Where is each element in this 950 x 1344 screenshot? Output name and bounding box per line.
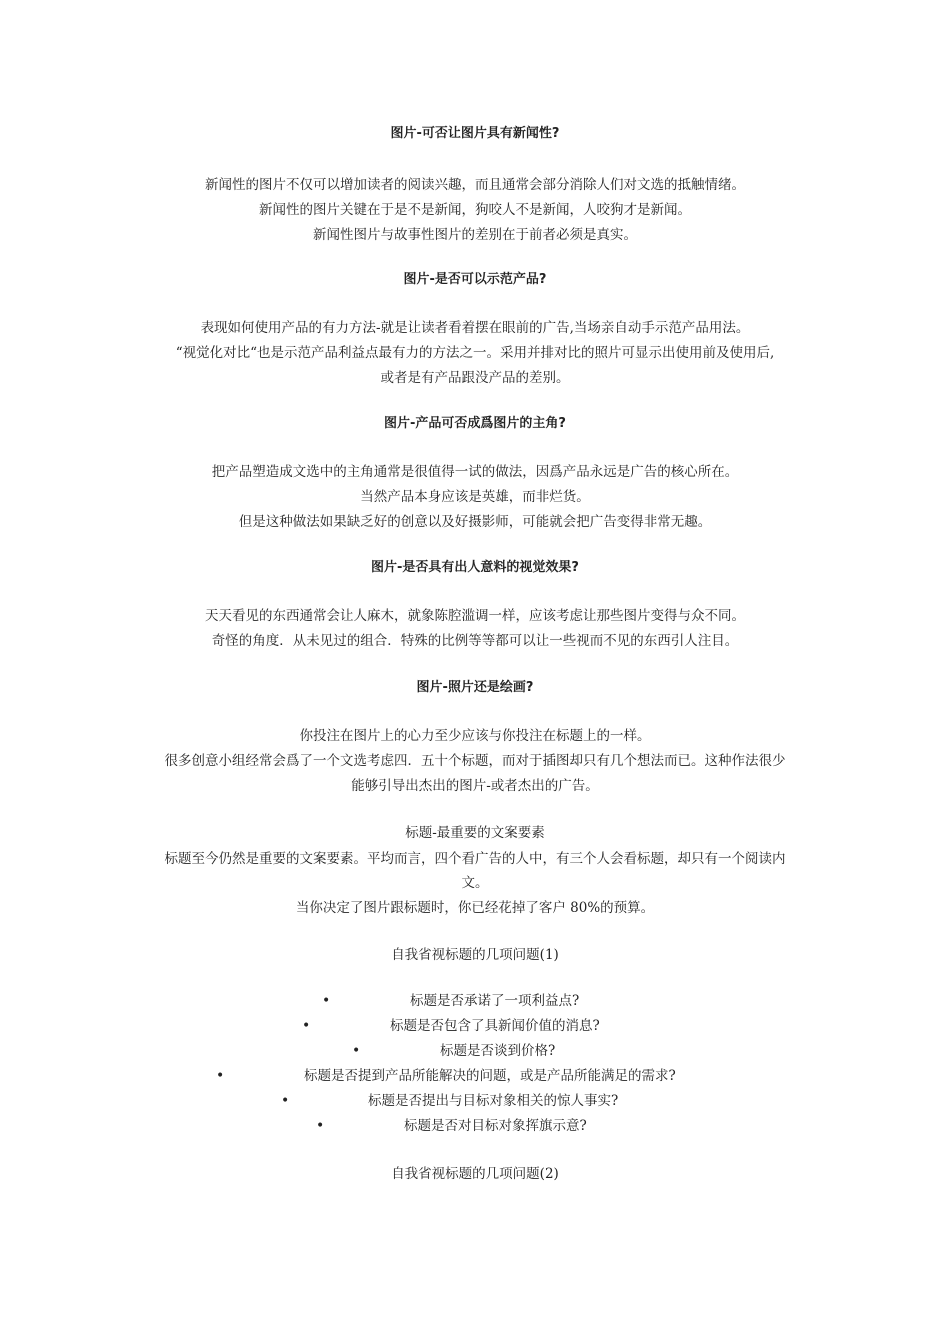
bullet-icon: • — [322, 993, 331, 1009]
paragraph-line: 奇怪的角度．从未见过的组合．特殊的比例等等都可以让一些视而不见的东西引人注目。 — [211, 633, 739, 649]
section-heading: 图片-可否让图片具有新闻性? — [390, 126, 560, 141]
list-item — [0, 1017, 950, 1035]
section-heading: 图片-照片还是绘画? — [416, 680, 534, 695]
bullet-icon: • — [352, 1043, 361, 1059]
paragraph-line: 新闻性图片与故事性图片的差别在于前者必须是真实。 — [313, 227, 637, 243]
list-item-text: 标题是否承诺了一项利益点? — [410, 993, 580, 1009]
paragraph-line: 很多创意小组经常会爲了一个文选考虑四．五十个标题，而对于插图却只有几个想法而已。这种作法很少 — [164, 753, 786, 769]
paragraph-line: 天天看见的东西通常会让人麻木，就象陈腔滥调一样，应该考虑让那些图片变得与众不同。 — [205, 608, 745, 624]
bullet-icon: • — [281, 1093, 290, 1109]
list-item-text: 标题是否包含了具新闻价值的消息? — [390, 1018, 600, 1034]
list-item-text: 标题是否谈到价格? — [440, 1043, 556, 1059]
paragraph-line: 新闻性的图片不仅可以增加读者的阅读兴趣，而且通常会部分消除人们对文选的抵触情绪。 — [205, 177, 745, 193]
section-heading: 图片-产品可否成爲图片的主角? — [384, 416, 566, 431]
paragraph-line: 新闻性的图片关键在于是不是新闻，狗咬人不是新闻，人咬狗才是新闻。 — [259, 202, 691, 218]
list-item — [0, 1067, 950, 1085]
paragraph-line: “视觉化对比“也是示范产品利益点最有力的方法之一。采用并排对比的照片可显示出使用前及使用后, — [175, 345, 775, 361]
bullet-icon: • — [316, 1118, 325, 1134]
section-heading: 图片-是否具有出人意料的视觉效果? — [371, 560, 579, 575]
subsection-title: 标题-最重要的文案要素 — [405, 825, 545, 841]
list-item — [0, 1117, 950, 1135]
paragraph-line: 标题至今仍然是重要的文案要素。平均而言，四个看广告的人中，有三个人会看标题，却只有一个阅读内 — [164, 851, 786, 867]
checklist-heading: 自我省视标题的几项问题(1) — [391, 947, 559, 963]
list-item-text: 标题是否提到产品所能解决的问题，或是产品所能满足的需求? — [304, 1068, 676, 1084]
paragraph-line: 文。 — [461, 875, 489, 891]
paragraph-line: 表现如何使用产品的有力方法-就是让读者看着摆在眼前的广告,当场亲自动手示范产品用法。 — [200, 320, 750, 336]
paragraph-line: 能够引导出杰出的图片-或者杰出的广告。 — [351, 778, 599, 794]
paragraph-line: 或者是有产品跟没产品的差别。 — [380, 370, 570, 386]
section-heading: 图片-是否可以示范产品? — [403, 272, 547, 287]
list-item-text: 标题是否提出与目标对象相关的惊人事实? — [368, 1093, 619, 1109]
checklist-heading: 自我省视标题的几项问题(2) — [391, 1166, 559, 1182]
list-item — [0, 992, 950, 1010]
list-item — [0, 1092, 950, 1110]
paragraph-line: 你投注在图片上的心力至少应该与你投注在标题上的一样。 — [299, 728, 651, 744]
bullet-icon: • — [216, 1068, 225, 1084]
list-item-text: 标题是否对目标对象挥旗示意? — [404, 1118, 587, 1134]
bullet-icon: • — [302, 1018, 311, 1034]
paragraph-line: 当你决定了图片跟标题时，你已经花掉了客户 80%的预算。 — [295, 900, 655, 916]
list-item — [0, 1042, 950, 1060]
paragraph-line: 但是这种做法如果缺乏好的创意以及好摄影师，可能就会把广告变得非常无趣。 — [238, 514, 712, 530]
paragraph-line: 把产品塑造成文选中的主角通常是很值得一试的做法，因爲产品永远是广告的核心所在。 — [211, 464, 739, 480]
paragraph-line: 当然产品本身应该是英雄，而非烂货。 — [360, 489, 590, 505]
